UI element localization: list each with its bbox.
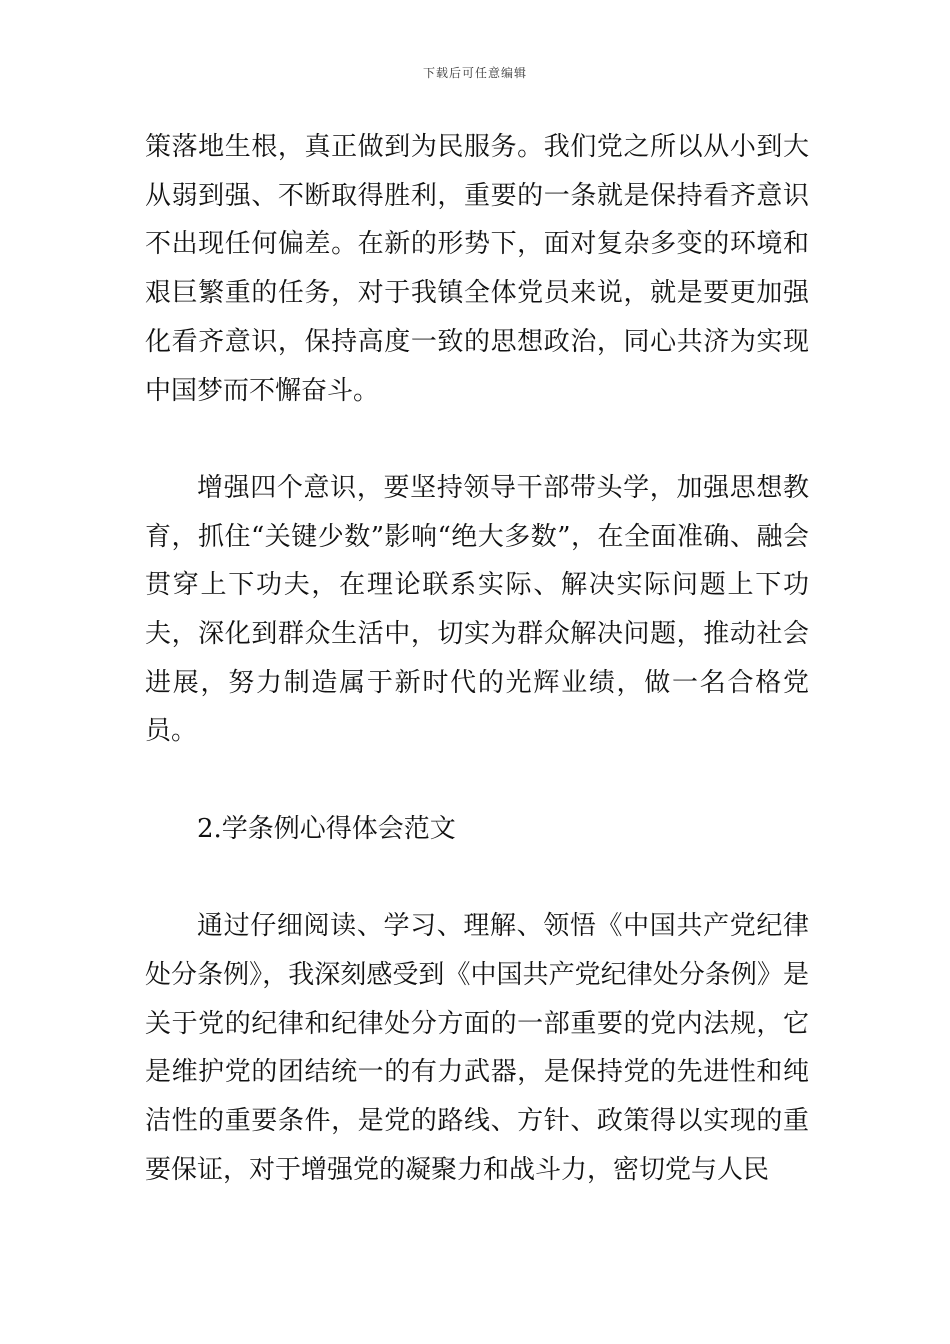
section-heading: 2.学条例心得体会范文 bbox=[197, 813, 456, 844]
paragraph-2: 增强四个意识，要坚持领导干部带头学，加强思想教育，抓住“关键少数”影响“绝大多数”，在全面准确、融会贯穿上下功夫，在理论联系实际、解决实际问题上下功夫，深化到群众生活中，切实为群众解决问题，推动社会进展，努力制造属于新时代的光辉业绩，做一名合格党员。 bbox=[145, 472, 809, 747]
paragraph-1: 策落地生根，真正做到为民服务。我们党之所以从小到大从弱到强、不断取得胜利，重要的一条就是保持看齐意识不出现任何偏差。在新的形势下，面对复杂多变的环境和艰巨繁重的任务，对于我镇全体党员来说，就是要更加强化看齐意识，保持高度一致的思想政治，同心共济为实现中国梦而不懈奋斗。 bbox=[145, 132, 809, 406]
document-body bbox=[145, 123, 809, 1194]
paragraph-3: 通过仔细阅读、学习、理解、领悟《中国共产党纪律处分条例》，我深刻感受到《中国共产党纪律处分条例》是关于党的纪律和纪律处分方面的一部重要的党内法规，它是维护党的团结统一的有力武器，是保持党的先进性和纯洁性的重要条件，是党的路线、方针、政策得以实现的重要保证，对于增强党的凝聚力和战斗力，密切党与人民 bbox=[145, 911, 809, 1185]
page-header: 下载后可任意编辑 bbox=[422, 66, 527, 80]
